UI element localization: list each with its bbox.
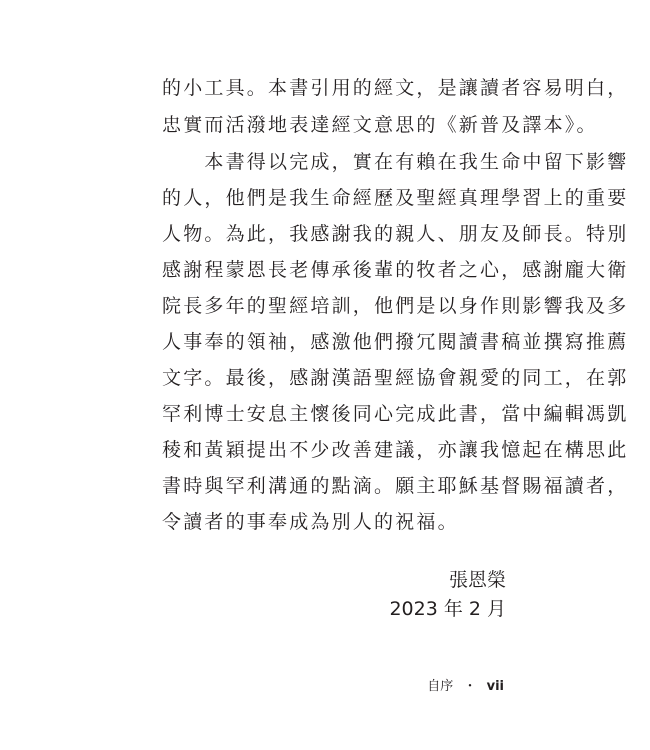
body-line: 稜和黃穎提出不少改善建議，亦讓我憶起在構思此 xyxy=(162,439,629,461)
footer-separator: ・ xyxy=(463,679,477,694)
author-name: 張恩榮 xyxy=(448,569,506,591)
body-line: 人事奉的領袖，感激他們撥冗閱讀書稿並撰寫推薦 xyxy=(162,331,629,353)
body-line: 文字。最後，感謝漢語聖經協會親愛的同工，在郭 xyxy=(162,367,629,389)
body-line: 的人，他們是我生命經歷及聖經真理學習上的重要 xyxy=(162,187,629,209)
signature-date: 2023 年 2 月 xyxy=(389,598,506,620)
body-line: 院長多年的聖經培訓，他們是以身作則影響我及多 xyxy=(162,295,629,317)
body-line: 令讀者的事奉成為別人的祝福。 xyxy=(162,511,459,533)
body-line: 感謝程蒙恩長老傳承後輩的牧者之心，感謝龐大衛 xyxy=(162,259,629,281)
page-number: vii xyxy=(486,679,504,694)
body-line: 忠實而活潑地表達經文意思的《新普及譯本》。 xyxy=(162,114,598,136)
body-line: 本書得以完成，實在有賴在我生命中留下影響 xyxy=(162,151,629,173)
body-line: 書時與罕利溝通的點滴。願主耶穌基督賜福讀者， xyxy=(162,475,629,497)
section-name: 自序 xyxy=(427,679,454,694)
body-line: 的小工具。本書引用的經文，是讓讀者容易明白， xyxy=(162,77,629,99)
body-line: 罕利博士安息主懷後同心完成此書，當中編輯馮凱 xyxy=(162,403,629,425)
page-footer xyxy=(427,675,504,694)
body-line: 人物。為此，我感謝我的親人、朋友及師長。特別 xyxy=(162,223,629,245)
